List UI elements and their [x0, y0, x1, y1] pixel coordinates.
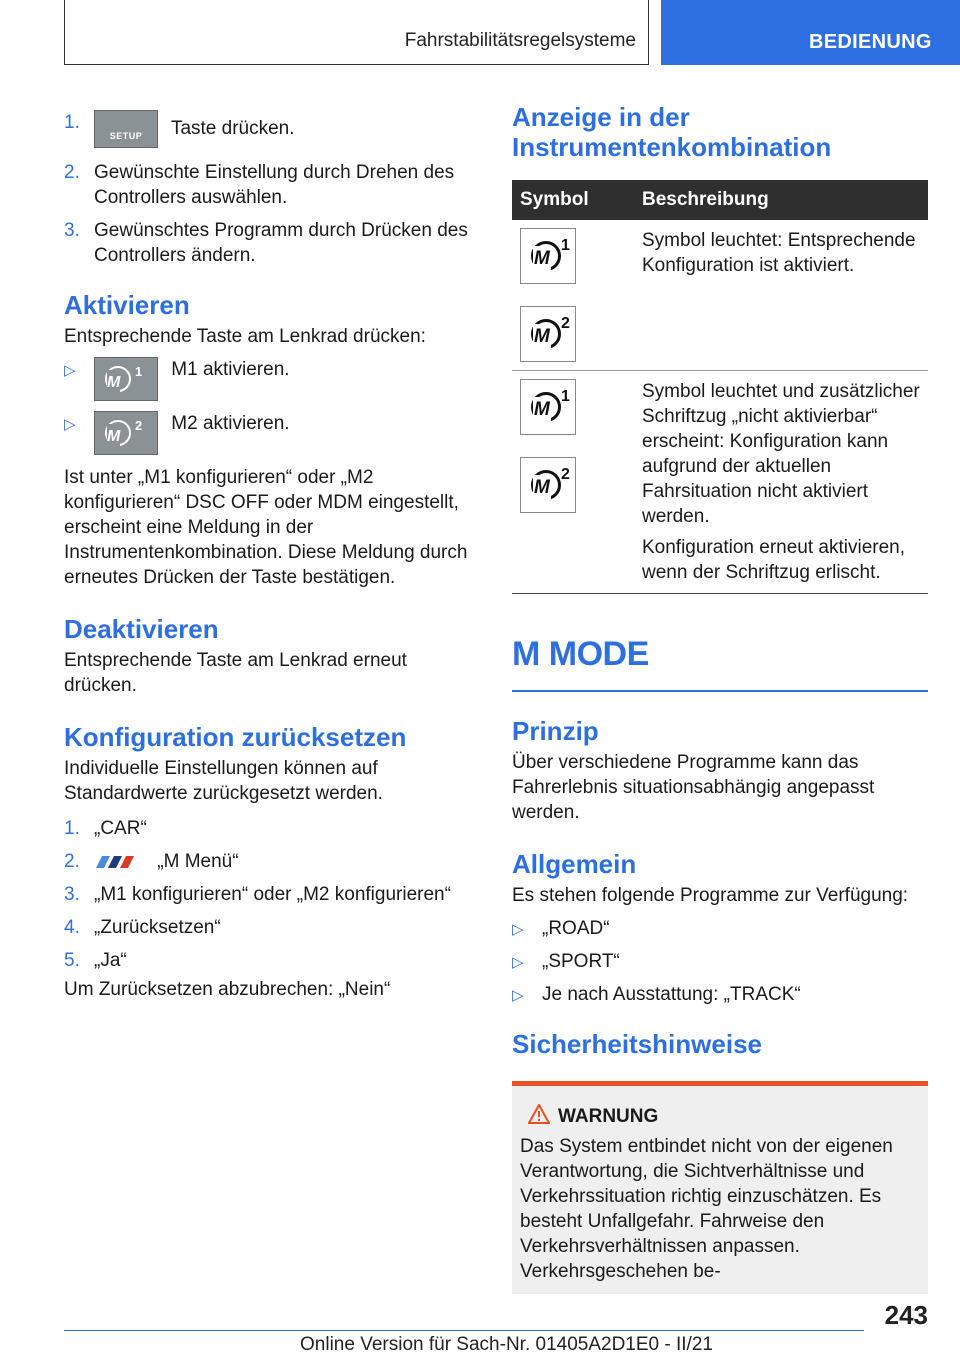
step-text: Gewünschtes Programm durch Drücken des Controllers ändern.	[94, 220, 468, 266]
m1-button-icon	[94, 357, 158, 401]
step-number: 4.	[64, 917, 80, 938]
symbol-cell	[512, 220, 634, 371]
list-item	[64, 110, 476, 148]
program-text: „ROAD“	[542, 918, 610, 939]
table-row	[512, 220, 928, 371]
m2-symbol-icon	[520, 306, 576, 362]
step-number: 1.	[64, 818, 80, 839]
description-text: Konfiguration erneut aktivieren, wenn der Schriftzug erlischt.	[642, 537, 905, 583]
m-number: 2	[561, 315, 570, 332]
bullet: ▷	[64, 416, 76, 433]
m-letter: M	[534, 326, 550, 347]
step-number: 3.	[64, 220, 80, 241]
step-number: 2.	[64, 851, 80, 872]
setup-label: SETUP	[109, 131, 143, 141]
principle-heading: Prinzip	[512, 716, 599, 746]
program-text: „SPORT“	[542, 951, 620, 972]
activate-heading: Aktivieren	[64, 290, 190, 320]
bullet: ▷	[64, 362, 76, 379]
reset-cancel: Um Zurücksetzen abzubrechen: „Nein“	[64, 979, 391, 1000]
general-heading: Allgemein	[512, 849, 637, 879]
deactivate-heading: Deaktivieren	[64, 614, 219, 644]
setup-steps	[64, 110, 476, 268]
general-text: Es stehen folgende Programme zur Verfügung:	[512, 885, 909, 906]
warning-title: WARNUNG	[558, 1106, 659, 1127]
warning-text: Das System entbindet nicht von der eigenen Verantwortung, die Sichtverhältnisse und Verkehrssituation richtig einzuschätzen. Es besteht Unfallgefahr. Fahrweise den Verkehrsverhältnissen anpassen. Verkehrsgeschehen be-	[520, 1136, 893, 1282]
m-number: 1	[561, 237, 570, 254]
m1-symbol-icon	[520, 228, 576, 284]
description-cell	[634, 220, 928, 371]
m-letter: M	[534, 399, 550, 420]
bullet: ▷	[512, 921, 524, 938]
m-letter: M	[534, 248, 550, 269]
step-text: „Ja“	[94, 950, 127, 971]
warning-box	[512, 1081, 928, 1294]
m2-symbol-icon	[520, 457, 576, 513]
step-text: „CAR“	[94, 818, 147, 839]
display-heading: Anzeige in der Instrumentenkombination	[512, 102, 832, 162]
title-rule	[512, 690, 928, 692]
mmode-title: M MODE	[512, 635, 649, 673]
principle-text: Über verschiedene Programme kann das Fahrerlebnis situationsabhängig angepasst werden.	[512, 752, 875, 823]
list-item	[512, 916, 928, 941]
right-column	[512, 102, 928, 1294]
step-number: 3.	[64, 884, 80, 905]
list-item	[64, 218, 476, 268]
m2-button-icon	[94, 411, 158, 455]
list-item	[64, 357, 476, 401]
step-text: „M1 konfigurieren“ oder „M2 konfigurieren“	[94, 884, 451, 905]
header-chapter-tab	[661, 0, 960, 65]
list-item	[64, 411, 476, 455]
description-text: Symbol leuchtet: Entsprechende Konfiguration ist aktiviert.	[642, 230, 916, 276]
step-number: 1.	[64, 112, 80, 133]
footer-text: Online Version für Sach-Nr. 01405A2D1E0 - II/21	[300, 1334, 713, 1355]
list-item	[512, 949, 928, 974]
list-item	[64, 816, 476, 841]
m-letter: M	[107, 370, 120, 395]
table-row	[512, 371, 928, 594]
reset-text: Individuelle Einstellungen können auf Standardwerte zurückgesetzt werden.	[64, 758, 383, 804]
left-column	[64, 110, 476, 1002]
list-item	[64, 160, 476, 210]
warning-triangle-icon	[528, 1104, 550, 1124]
m-letter: M	[534, 477, 550, 498]
safety-heading: Sicherheitshinweise	[512, 1029, 762, 1059]
deactivate-text: Entsprechende Taste am Lenkrad erneut drücken.	[64, 650, 407, 696]
step-text: „Zurücksetzen“	[94, 917, 221, 938]
list-item	[64, 882, 476, 907]
step-text: „M Menü“	[157, 851, 239, 872]
table-header-description: Beschreibung	[634, 180, 928, 220]
m-number: 1	[561, 388, 570, 405]
m-number: 2	[135, 418, 143, 433]
m-number: 1	[135, 364, 143, 379]
activate-intro: Entsprechende Taste am Lenkrad drücken:	[64, 326, 426, 347]
warning-title-row	[520, 1106, 920, 1128]
reset-heading: Konfiguration zurücksetzen	[64, 722, 407, 752]
symbol-cell	[512, 371, 634, 594]
description-cell	[634, 371, 928, 594]
symbol-table	[512, 180, 928, 594]
bullet: ▷	[512, 954, 524, 971]
step-text: Taste drücken.	[170, 118, 295, 140]
list-item	[64, 948, 476, 973]
m-stripes-icon	[94, 854, 146, 870]
m1-symbol-icon	[520, 379, 576, 435]
section-title: Fahrstabilitätsregelsysteme	[404, 30, 636, 51]
setup-button-icon	[94, 110, 158, 148]
activate-note: Ist unter „M1 konfigurieren“ oder „M2 konfigurieren“ DSC OFF oder MDM eingestellt, erscheint eine Meldung in der Instrumentenkombination. Diese Meldung durch erneutes Drücken der Taste bestätigen.	[64, 467, 468, 588]
chapter-title: BEDIENUNG	[809, 31, 932, 53]
program-list	[512, 916, 928, 1007]
reset-steps	[64, 816, 476, 973]
footer-rule	[64, 1330, 864, 1331]
step-number: 2.	[64, 162, 80, 183]
bullet: ▷	[512, 987, 524, 1004]
step-text: Gewünschte Einstellung durch Drehen des Controllers auswählen.	[94, 162, 455, 208]
activate-text: M1 aktivieren.	[171, 359, 290, 380]
list-item	[512, 982, 928, 1007]
list-item	[64, 849, 476, 874]
step-number: 5.	[64, 950, 80, 971]
list-item	[64, 915, 476, 940]
activate-list	[64, 357, 476, 455]
program-text: Je nach Ausstattung: „TRACK“	[542, 984, 801, 1005]
description-text: Symbol leuchtet und zusätzlicher Schriftzug „nicht aktivierbar“ erscheint: Konfiguration kann aufgrund der aktuellen Fahrsituation nicht aktiviert werden.	[642, 381, 920, 527]
page-number: 243	[884, 1300, 928, 1330]
activate-text: M2 aktivieren.	[171, 413, 290, 434]
table-header-symbol: Symbol	[512, 180, 634, 220]
header-section-box	[64, 0, 649, 65]
m-number: 2	[561, 466, 570, 483]
m-letter: M	[107, 424, 120, 449]
